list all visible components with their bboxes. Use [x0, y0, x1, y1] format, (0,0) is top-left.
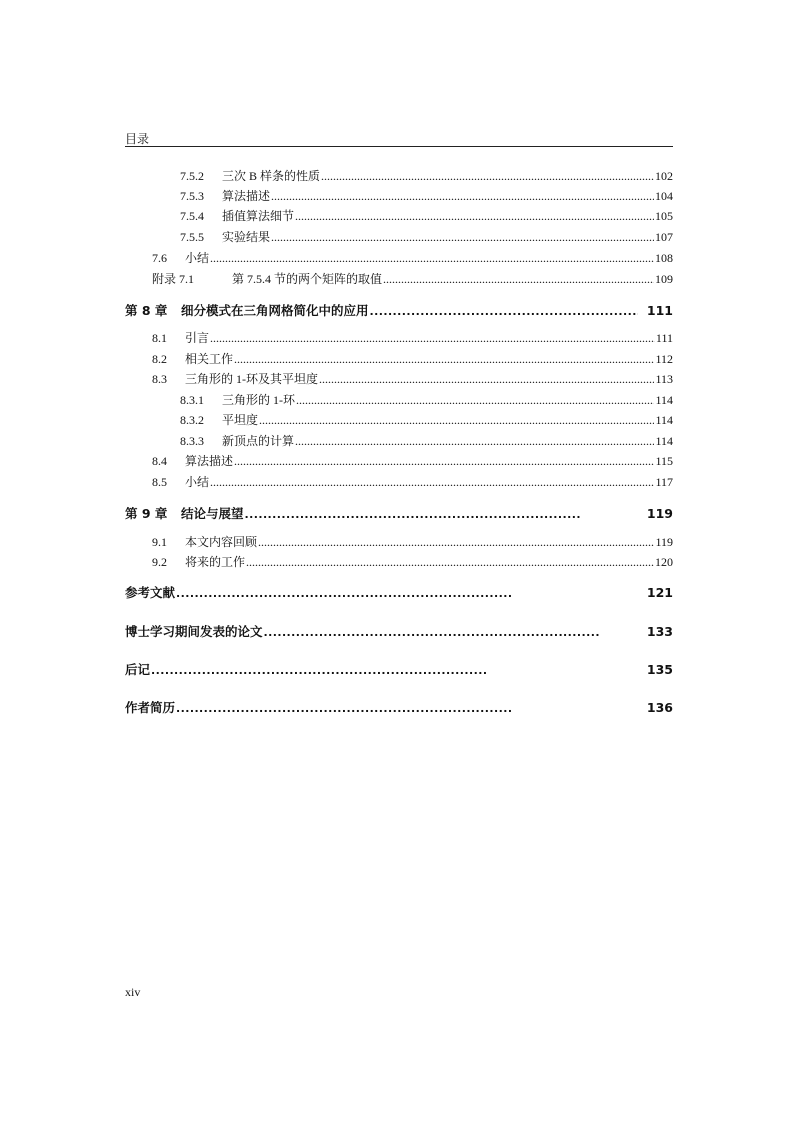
toc-entry-page: 114: [655, 413, 673, 427]
toc-entry-number: 第 8 章: [125, 303, 168, 318]
toc-entry-number: 7.5.3: [180, 189, 204, 203]
header-rule: [125, 146, 673, 147]
toc-entry-page: 112: [655, 352, 673, 366]
toc-entry-page: 111: [646, 303, 673, 318]
toc-entry-title: 算法描述: [222, 189, 271, 203]
dot-leader: [295, 433, 654, 447]
toc-entry-page: 135: [646, 662, 673, 677]
dot-leader: [210, 474, 654, 488]
toc-entry-number: 7.5.2: [180, 169, 204, 183]
toc-entry-title: 参考文献: [125, 585, 176, 600]
toc-entry-title: 细分模式在三角网格简化中的应用: [181, 303, 369, 318]
toc-section-entry[interactable]: [125, 453, 673, 469]
toc-section-entry[interactable]: [125, 534, 673, 550]
dot-leader: [246, 554, 654, 568]
toc-section-entry[interactable]: [125, 371, 673, 387]
toc-chapter-entry[interactable]: [125, 506, 673, 522]
toc-chapter-entry[interactable]: [125, 585, 673, 601]
toc-subsection-entry[interactable]: [125, 208, 673, 224]
toc-entry-title: 三角形的 1-环: [222, 393, 295, 407]
toc-entry-number: 7.6: [152, 251, 167, 265]
toc-entry-title: 博士学习期间发表的论文: [125, 624, 263, 639]
toc-entry-page: 115: [655, 454, 673, 468]
toc-entry-number: 8.3.3: [180, 434, 204, 448]
toc-entry-page: 102: [655, 169, 673, 183]
toc-entry-number: 9.2: [152, 555, 167, 569]
dot-leader: [321, 168, 654, 182]
toc-section-entry[interactable]: [125, 474, 673, 490]
toc-chapter-entry[interactable]: [125, 700, 673, 716]
toc-entry-title: 三角形的 1-环及其平坦度: [185, 372, 318, 386]
toc-entry-number: 第 9 章: [125, 506, 168, 521]
toc-entry-number: 7.5.5: [180, 230, 204, 244]
dot-leader: [271, 229, 654, 243]
toc-entry-number: 8.5: [152, 475, 167, 489]
toc-entry-page: 119: [655, 535, 673, 549]
toc-entry-number: 8.1: [152, 331, 167, 345]
page-number: xiv: [125, 985, 141, 999]
toc-entry-page: 107: [655, 230, 673, 244]
toc-entry-page: 120: [655, 555, 673, 569]
toc-entry-number: 8.4: [152, 454, 167, 468]
toc-section-entry[interactable]: [125, 351, 673, 367]
toc-entry-page: 114: [655, 393, 673, 407]
dot-leader: [319, 371, 654, 385]
toc-entry-number: 8.2: [152, 352, 167, 366]
toc-subsection-entry[interactable]: [125, 168, 673, 184]
dot-leader: [370, 303, 638, 317]
toc-entry-page: 136: [646, 700, 673, 715]
toc-entry-page: 104: [655, 189, 673, 203]
toc-entry-title: 相关工作: [185, 352, 234, 366]
page-header: [125, 130, 673, 147]
header-title: 目录: [125, 132, 150, 146]
toc-entry-title: 后记: [125, 662, 151, 677]
toc-entry-page: 119: [646, 506, 673, 521]
toc-entry-page: 113: [655, 372, 673, 386]
toc-entry-title: 作者简历: [125, 700, 176, 715]
toc-entry-number: 8.3.2: [180, 413, 204, 427]
dot-leader: [383, 271, 654, 285]
toc-entry-page: 111: [655, 331, 673, 345]
dot-leader: [176, 700, 638, 714]
toc-entry-title: 新顶点的计算: [222, 434, 295, 448]
toc-entry-title: 小结: [185, 475, 210, 489]
toc-subsection-entry[interactable]: [125, 412, 673, 428]
dot-leader: [210, 330, 655, 344]
toc-entry-title: 第 7.5.4 节的两个矩阵的取值: [232, 272, 383, 286]
dot-leader: [210, 250, 654, 264]
toc-entry-title: 小结: [185, 251, 210, 265]
toc-entry-title: 平坦度: [222, 413, 259, 427]
toc-entry-page: 117: [655, 475, 673, 489]
dot-leader: [271, 188, 654, 202]
toc-entry-number: 9.1: [152, 535, 167, 549]
toc-entry-title: 算法描述: [185, 454, 234, 468]
toc-subsection-entry[interactable]: [125, 433, 673, 449]
toc-chapter-entry[interactable]: [125, 662, 673, 678]
toc-entry-page: 114: [655, 434, 673, 448]
dot-leader: [296, 392, 654, 406]
toc-subsection-entry[interactable]: [125, 229, 673, 245]
toc-entry-title: 实验结果: [222, 230, 271, 244]
toc-subsection-entry[interactable]: [125, 392, 673, 408]
dot-leader: [151, 662, 638, 676]
toc-chapter-entry[interactable]: [125, 624, 673, 640]
dot-leader: [258, 534, 654, 548]
toc-entry-title: 三次 B 样条的性质: [222, 169, 321, 183]
toc-section-entry[interactable]: [125, 554, 673, 570]
toc-entry-page: 109: [655, 272, 673, 286]
toc-section-entry[interactable]: [125, 250, 673, 266]
toc-section-entry[interactable]: [125, 271, 673, 287]
toc-entry-number: 8.3: [152, 372, 167, 386]
dot-leader: [264, 624, 638, 638]
toc-entry-page: 121: [646, 585, 673, 600]
toc-entry-title: 引言: [185, 331, 210, 345]
toc-subsection-entry[interactable]: [125, 188, 673, 204]
dot-leader: [176, 585, 638, 599]
toc-entry-number: 8.3.1: [180, 393, 204, 407]
dot-leader: [245, 506, 638, 520]
toc-entry-number: 附录 7.1: [152, 272, 195, 286]
toc-entry-page: 105: [655, 209, 673, 223]
dot-leader: [234, 351, 654, 365]
toc-entry-title: 将来的工作: [185, 555, 246, 569]
toc-entry-page: 133: [646, 624, 673, 639]
toc-entry-page: 108: [655, 251, 673, 265]
toc-entry-title: 本文内容回顾: [185, 535, 258, 549]
toc-entry-title: 插值算法细节: [222, 209, 295, 223]
toc-chapter-entry[interactable]: [125, 303, 673, 319]
dot-leader: [234, 453, 654, 467]
toc-entry-number: 7.5.4: [180, 209, 204, 223]
dot-leader: [295, 208, 654, 222]
toc-entry-title: 结论与展望: [181, 506, 244, 521]
dot-leader: [259, 412, 654, 426]
toc-section-entry[interactable]: [125, 330, 673, 346]
